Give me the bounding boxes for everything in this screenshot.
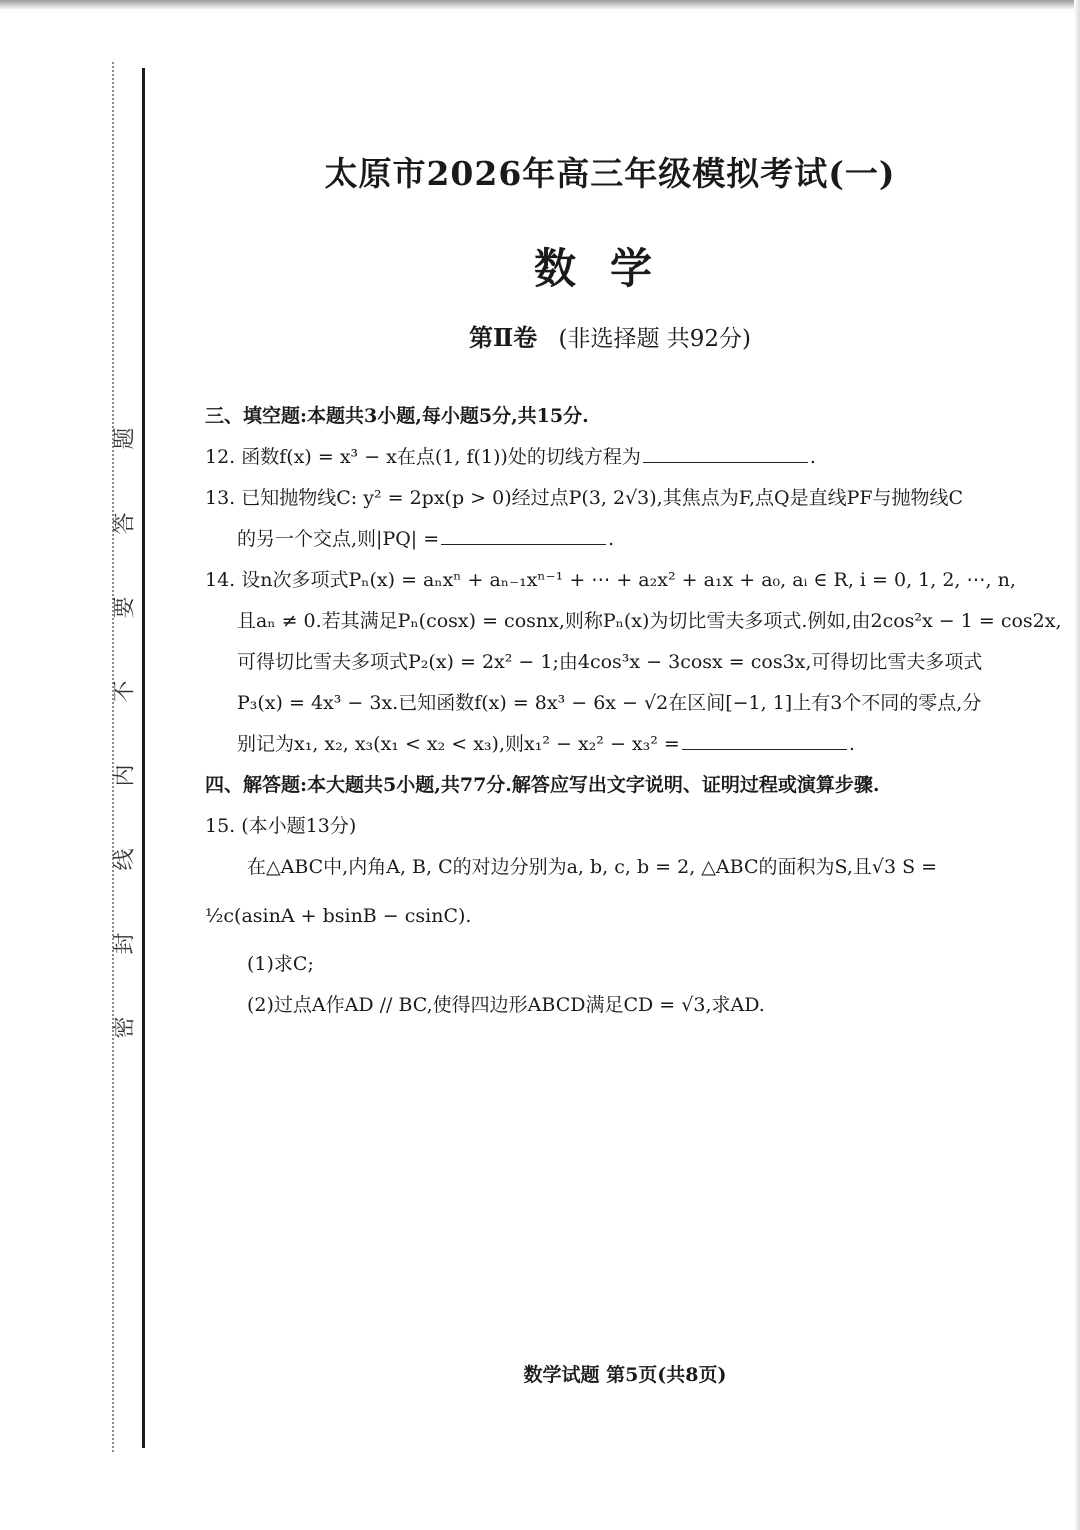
q13-line-2: 的另一个交点,则|PQ| =: [237, 528, 440, 550]
scan-right-edge: [1074, 0, 1080, 1530]
q14-answer-blank[interactable]: [682, 727, 847, 750]
q14-line-5: 别记为x₁, x₂, x₃(x₁ < x₂ < x₃),则x₁² − x₂² − x₃² =: [237, 733, 680, 755]
q12-text: 12. 函数f(x) = x³ − x在点(1, f(1))处的切线方程为: [205, 446, 641, 468]
q12-end: .: [809, 446, 816, 468]
q14-line-3: 可得切比雪夫多项式P₂(x) = 2x² − 1;由4cos³x − 3cosx = cos3x,可得切比雪夫多项式: [237, 651, 983, 673]
question-13-line-2: [205, 519, 1040, 560]
scan-top-shadow: [0, 0, 1080, 10]
subject-title: 数学: [533, 244, 686, 293]
q14-line-4: P₃(x) = 4x³ − 3x.已知函数f(x) = 8x³ − 6x − √2在区间[−1, 1]上有3个不同的零点,分: [237, 692, 982, 714]
section-label: 第Ⅱ卷: [468, 323, 538, 352]
q14-line-1: 14. 设n次多项式Pₙ(x) = aₙxⁿ + aₙ₋₁xⁿ⁻¹ + ⋯ + a₂x² + a₁x + a₀, aᵢ ∈ R, i = 0, 1, 2, ⋯, n,: [205, 569, 1016, 591]
section-title: [0, 318, 1080, 353]
q14-end: .: [848, 733, 855, 755]
seal-char-4: 不: [112, 680, 138, 703]
q15-header: 15. (本小题13分): [205, 815, 357, 837]
exam-title: 太原市2026年高三年级模拟考试(一): [324, 154, 896, 193]
part4-heading: 四、解答题:本大题共5小题,共77分.解答应写出文字说明、证明过程或演算步骤.: [205, 774, 880, 796]
seal-char-2: 答: [112, 512, 138, 535]
seal-char-8: 密: [112, 1016, 138, 1039]
q15-line-1: 在△ABC中,内角A, B, C的对边分别为a, b, c, b = 2, △ABC的面积为S,且√3 S =: [247, 856, 938, 878]
q15-line-2: ½c(asinA + bsinB − csinC).: [205, 905, 472, 927]
exam-content: [205, 396, 1062, 1026]
seal-char-3: 要: [112, 596, 138, 619]
q14-line-2: 且aₙ ≠ 0.若其满足Pₙ(cosx) = cosnx,则称Pₙ(x)为切比雪夫多项式.例如,由2cos²x − 1 = cos2x,: [237, 610, 1062, 632]
seal-char-6: 线: [112, 848, 138, 871]
q13-end: .: [608, 528, 615, 550]
page-footer: 数学试题 第5页(共8页): [523, 1364, 727, 1386]
question-14-line-5: [205, 724, 1040, 765]
q15-part-2: (2)过点A作AD // BC,使得四边形ABCD满足CD = √3,求AD.: [247, 994, 765, 1016]
seal-char-1: 题: [112, 427, 138, 450]
q13-answer-blank[interactable]: [441, 522, 606, 545]
q15-part-1: (1)求C;: [247, 953, 314, 975]
part3-heading: 三、填空题:本题共3小题,每小题5分,共15分.: [205, 405, 589, 427]
section-note: (非选择题 共92分): [558, 326, 752, 352]
seal-char-5: 内: [112, 764, 138, 787]
question-12: [205, 437, 1040, 478]
q13-line-1: 13. 已知抛物线C: y² = 2px(p > 0)经过点P(3, 2√3),其焦点为F,点Q是直线PF与抛物线C: [205, 487, 964, 509]
seal-char-7: 封: [112, 932, 138, 955]
q12-answer-blank[interactable]: [643, 440, 808, 463]
